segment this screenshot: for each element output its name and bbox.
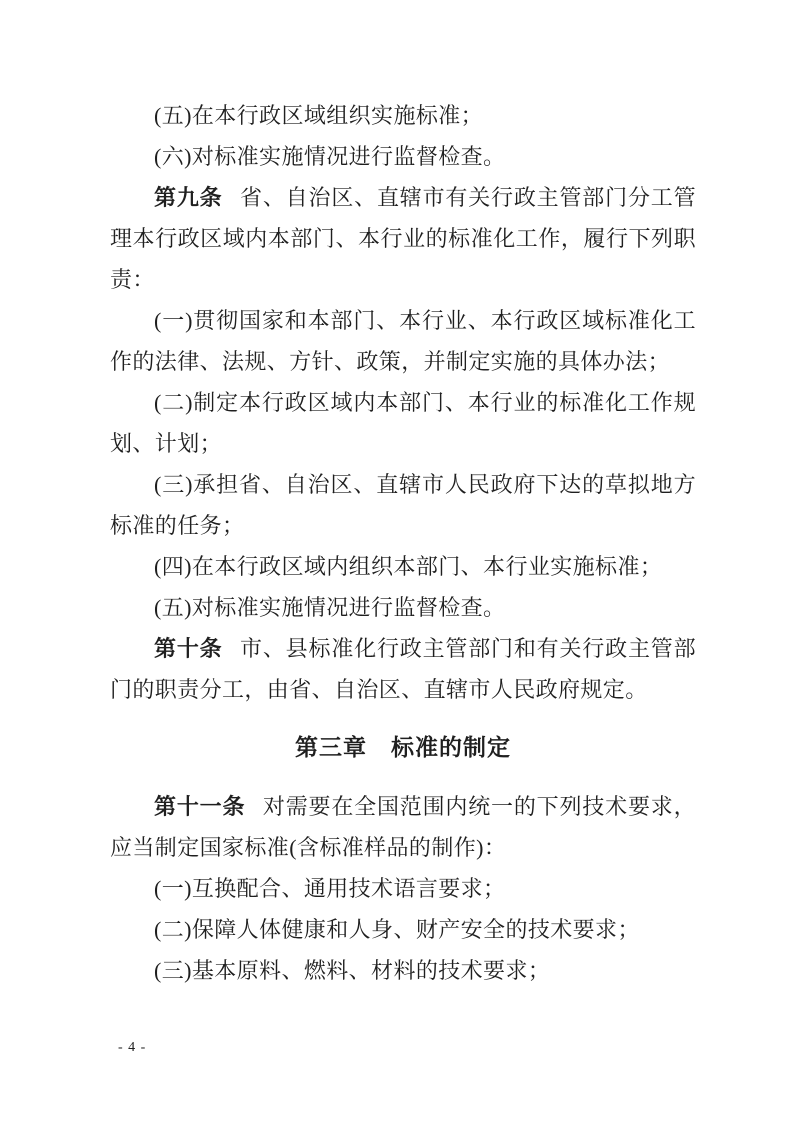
clause-item: (五)对标准实施情况进行监督检查。	[154, 595, 506, 620]
article-paragraph	[110, 786, 696, 868]
clause-item: (六)对标准实施情况进行监督检查。	[154, 144, 506, 169]
chapter-heading: 第三章 标准的制定	[295, 734, 511, 760]
clause-item: (一)互换配合、通用技术语言要求；	[154, 876, 506, 901]
clause-item: (二)保障人体健康和人身、财产安全的技术要求；	[154, 917, 640, 942]
clause-item: (五)在本行政区域组织实施标准；	[154, 103, 484, 128]
article-number-lead: 第十条	[154, 636, 223, 661]
article-text: 市、县标准化行政主管部门和有关行政主管部门的职责分工，由省、自治区、直辖市人民政府规定。	[110, 636, 696, 702]
clause-item: (二)制定本行政区域内本部门、本行业的标准化工作规划、计划；	[110, 390, 696, 456]
article-number-lead: 第十一条	[154, 794, 246, 819]
article-paragraph	[110, 177, 696, 300]
article-number-lead: 第九条	[154, 185, 223, 210]
page-number: - 4 -	[118, 1040, 147, 1055]
document-content	[110, 95, 696, 991]
clause-item: (三)基本原料、燃料、材料的技术要求；	[154, 958, 551, 983]
article-text: 对需要在全国范围内统一的下列技术要求，应当制定国家标准(含标准样品的制作)：	[110, 794, 696, 860]
article-text: 省、自治区、直辖市有关行政主管部门分工管理本行政区域内本部门、本行业的标准化工作，履行下列职责：	[110, 185, 696, 292]
article-paragraph	[110, 628, 696, 710]
clause-item: (一)贯彻国家和本部门、本行业、本行政区域标准化工作的法律、法规、方针、政策，并制定实施的具体办法；	[110, 308, 696, 374]
clause-item: (三)承担省、自治区、直辖市人民政府下达的草拟地方标准的任务；	[110, 472, 696, 538]
clause-item: (四)在本行政区域内组织本部门、本行业实施标准；	[154, 554, 663, 579]
